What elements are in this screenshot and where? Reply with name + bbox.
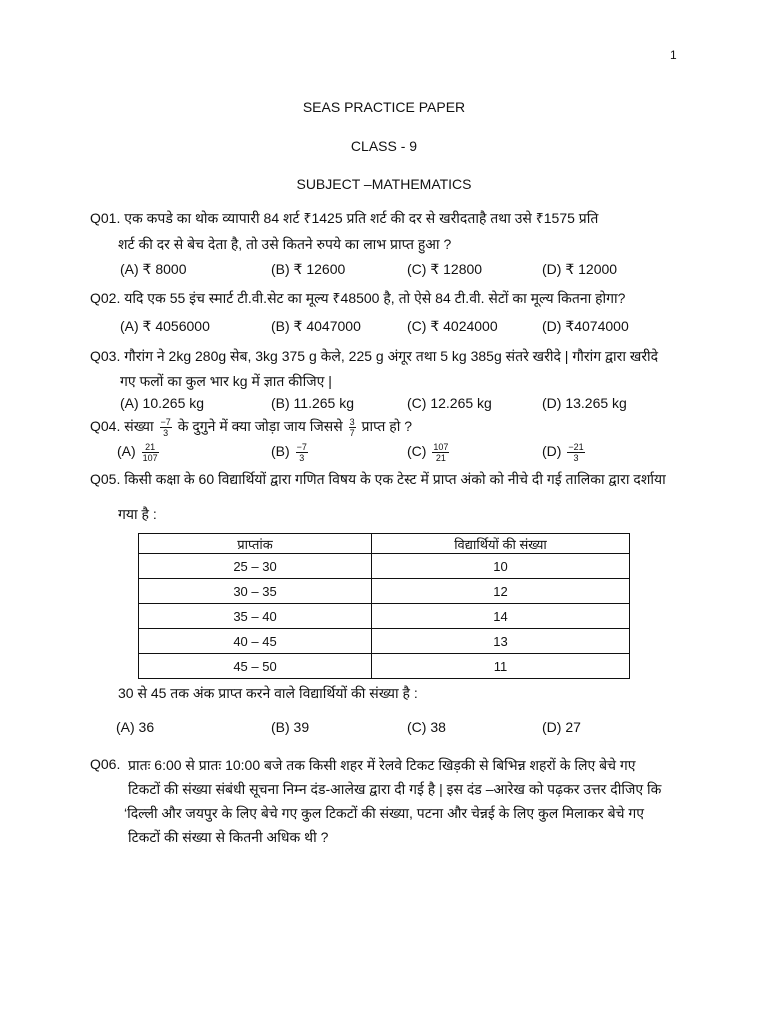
q04-option-a-fraction [142,442,159,463]
table-row [139,604,630,629]
q04-option-d [542,439,587,463]
q06-line2: टिकटों की संख्या संबंधी सूचना निम्न दंड-आलेख द्वारा दी गई है | इस दंड –आरेख को पढ़कर उत्तर दीजिए कि [128,781,662,797]
table-row [139,654,630,679]
subject-heading: SUBJECT –MATHEMATICS [296,176,472,192]
table-row [139,554,630,579]
q04-option-b-fraction [296,442,308,463]
q03-option-d: (D) 13.265 kg [542,395,627,411]
q04-option-d-fraction [567,442,584,463]
q03-line2: गए फलों का कुल भार kg में ज्ञात कीजिए | [120,373,332,389]
q04-option-a [117,439,161,463]
q01-line2: शर्ट की दर से बेच देता है, तो उसे कितने रुपये का लाभ प्राप्त हुआ ? [118,236,452,252]
paper-title: SEAS PRACTICE PAPER [302,99,466,115]
q05-question: 30 से 45 तक अंक प्राप्त करने वाले विद्यार्थियों की संख्या है : [118,685,418,701]
q04-option-b [271,439,310,463]
q04-frac1-den: 3 [163,427,169,438]
q03-option-c: (C) 12.265 kg [407,395,492,411]
q03-option-a: (A) 10.265 kg [120,395,205,411]
q04-option-d-label: (D) [542,443,562,459]
q04-option-c-num: 107 [433,441,449,452]
table-header-row [139,534,630,554]
q04-option-a-num: 21 [142,442,159,453]
q04-middle: के दुगुने में क्या जोड़ा जाय जिससे [177,418,343,434]
q04-option-c [407,439,451,463]
q04-option-d-den: 3 [573,452,579,463]
marks-table [138,533,630,679]
q04-question [90,414,412,438]
q04-option-a-den: 107 [142,452,158,463]
table-cell-range: 45 – 50 [139,654,372,679]
q04-option-c-den: 21 [435,452,446,463]
column-header-marks: प्राप्तांक [139,534,372,554]
q02-option-a: (A) ₹ 4056000 [120,318,210,334]
q04-option-c-fraction [432,442,449,463]
q04-frac2-num: 3 [349,416,355,427]
q01-line1: Q01. एक कपडे का थोक व्यापारी 84 शर्ट ₹1425 प्रति शर्ट की दर से खरीदताहै तथा उसे ₹1575 प्रति [90,210,599,226]
table-cell-range: 35 – 40 [139,604,372,629]
q06-line1: प्रातः 6:00 से प्रातः 10:00 बजे तक किसी शहर में रेलवे टिकट खिड़की से बिभिन्न शहरों के लिए बेचे गए [128,757,636,773]
table-cell-count: 12 [372,579,630,604]
q04-suffix: प्राप्त हो ? [361,418,413,434]
q01-option-d: (D) ₹ 12000 [542,261,618,277]
table-row [139,579,630,604]
table-cell-count: 14 [372,604,630,629]
q04-option-a-label: (A) [117,443,136,459]
q04-prefix: Q04. संख्या [90,418,154,434]
table-cell-range: 30 – 35 [139,579,372,604]
table-cell-range: 40 – 45 [139,629,372,654]
q04-fraction-2 [349,417,356,438]
q04-option-d-num: −21 [568,441,584,452]
q02-line1: Q02. यदि एक 55 इंच स्मार्ट टी.वी.सेट का मूल्य ₹48500 है, तो ऐसे 84 टी.वी. सेटों का मूल्य कितना होगा? [90,290,626,306]
q05-option-b: (B) 39 [271,719,310,735]
q04-option-b-den: 3 [299,452,305,463]
q05-line1: Q05. किसी कक्षा के 60 विद्यार्थियों द्वारा गणित विषय के एक टेस्ट में प्राप्त अंको को नीचे दी गई तालिका द्वारा दर्शाया [90,471,666,487]
q04-option-b-num: −7 [296,441,307,452]
q04-fraction-1 [160,417,172,438]
q06-line3: ‘दिल्ली और जयपुर के लिए बेचे गए कुल टिकटों की संख्या, पटना और चेन्नई के लिए कुल मिलाकर बेचे गए [124,805,645,821]
q04-frac1-num: −7 [160,416,171,427]
q01-option-a: (A) ₹ 8000 [120,261,187,277]
q02-option-c: (C) ₹ 4024000 [407,318,498,334]
q03-option-b: (B) 11.265 kg [271,395,355,411]
table-cell-count: 13 [372,629,630,654]
class-heading: CLASS - 9 [350,138,418,154]
q03-line1: Q03. गौरांग ने 2kg 280g सेब, 3kg 375 g केले, 225 g अंगूर तथा 5 kg 385g संतरे खरीदे | गौरांग द्वारा खरीदे [90,348,659,364]
q01-option-c: (C) ₹ 12800 [407,261,483,277]
table-cell-count: 10 [372,554,630,579]
table-cell-range: 25 – 30 [139,554,372,579]
q05-option-a: (A) 36 [116,719,155,735]
q05-line2: गया है : [118,506,157,522]
q05-option-c: (C) 38 [407,719,446,735]
page-number: 1 [670,48,677,62]
q02-option-d: (D) ₹4074000 [542,318,629,334]
q06-line4: टिकटों की संख्या से कितनी अधिक थी ? [128,829,329,845]
q04-option-b-label: (B) [271,443,290,459]
q05-option-d: (D) 27 [542,719,581,735]
q06-label: Q06. [90,756,121,772]
q02-option-b: (B) ₹ 4047000 [271,318,361,334]
q04-frac2-den: 7 [349,427,355,438]
table-row [139,629,630,654]
table-cell-count: 11 [372,654,630,679]
column-header-students: विद्यार्थियों की संख्या [372,534,630,554]
q01-option-b: (B) ₹ 12600 [271,261,346,277]
q04-option-c-label: (C) [407,443,427,459]
